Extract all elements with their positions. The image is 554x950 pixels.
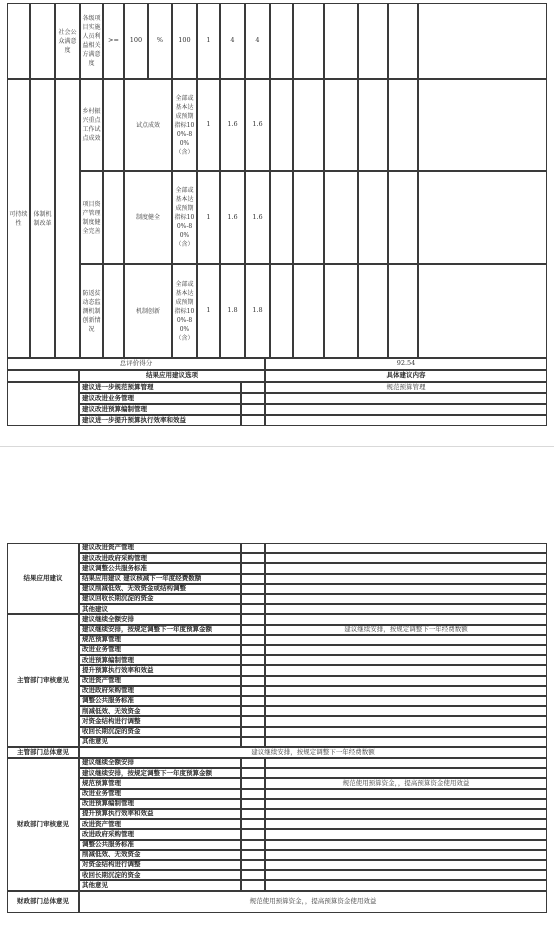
option-label: 建议继续全额安排 (79, 758, 241, 768)
score-cell: 1.6 (245, 79, 270, 171)
score-cell: 1.6 (220, 171, 245, 264)
option-label: 建议继续全额安排 (79, 614, 241, 624)
opinion-content (265, 860, 547, 870)
opinion-content (265, 850, 547, 860)
checkbox-cell (241, 727, 265, 737)
option-label: 其他建议 (79, 604, 241, 614)
indicator-cell: 社会公众满意度 (55, 3, 80, 79)
option-label: 改进政府采购管理 (79, 686, 241, 696)
opinion-content (265, 840, 547, 850)
opinion-content (265, 604, 547, 614)
weight-cell: 1 (197, 171, 220, 264)
option-label: 建议回收长期沉淀的资金 (79, 594, 241, 604)
checkbox-cell (241, 737, 265, 747)
overall-opinion: 建议继续安排，按规定调整下一年经费数额 (79, 747, 547, 758)
blank-cell (324, 79, 358, 171)
checkbox-cell (241, 574, 265, 584)
suggestion-label: 建议进一步提升预算执行效率和效益 (79, 415, 241, 426)
checkbox-cell (241, 829, 265, 839)
opinion-content (265, 768, 547, 778)
blank-cell (7, 370, 79, 382)
weight-cell: 1 (197, 3, 220, 79)
checkbox-cell (241, 563, 265, 573)
page-gap (0, 436, 554, 523)
option-label: 调整公共服务标准 (79, 840, 241, 850)
section-label: 财政部门审核意见 (7, 758, 79, 891)
option-label: 改进业务管理 (79, 645, 241, 655)
page-2 (0, 523, 554, 950)
checkbox-cell (241, 840, 265, 850)
opinion-content (265, 563, 547, 573)
score-cell: 1.6 (245, 171, 270, 264)
blank-cell (418, 171, 547, 264)
section-label: 主管部门总体意见 (7, 747, 79, 758)
sub-dimension-cell: 体制机制改革 (30, 79, 55, 358)
target-cell: 试点成效 (124, 79, 172, 171)
option-label: 其他意见 (79, 737, 241, 747)
checkbox-cell (241, 553, 265, 563)
opinion-content: 建议继续安排，按规定调整下一年经费数额 (265, 625, 547, 635)
score-cell: 1.8 (245, 264, 270, 358)
section-label: 财政部门总体意见 (7, 891, 79, 913)
suggestion-content (265, 404, 547, 415)
opinion-content (265, 809, 547, 819)
checkbox-cell (241, 393, 265, 404)
option-label: 改进预算编制管理 (79, 655, 241, 665)
weight-cell: 1 (197, 264, 220, 358)
blank-cell (7, 3, 30, 79)
blank-cell (358, 3, 388, 79)
blank-cell (324, 3, 358, 79)
blank-cell (7, 382, 79, 426)
blank-cell (270, 171, 293, 264)
blank-cell (293, 171, 324, 264)
opinion-content (265, 594, 547, 604)
blank-cell (388, 3, 418, 79)
option-label: 提升预算执行效率和效益 (79, 809, 241, 819)
opinion-content (265, 665, 547, 675)
option-label: 结果应用建议 建议核减下一年度经费数额 (79, 574, 241, 584)
checkbox-cell (241, 870, 265, 880)
operator-cell: >= (103, 3, 124, 79)
opinion-content (265, 676, 547, 686)
blank-cell (418, 3, 547, 79)
opinion-content (265, 758, 547, 768)
actual-cell: 全部或基本达成预期指标100%-80%（含） (172, 264, 197, 358)
opinion-content (265, 829, 547, 839)
option-label: 建议调整公共服务标准 (79, 563, 241, 573)
total-score-label: 总评价得分 (7, 358, 265, 370)
score-cell: 4 (245, 3, 270, 79)
item-cell: 防返贫动态监测机制创新情况 (80, 264, 103, 358)
score-cell: 1.8 (220, 264, 245, 358)
item-cell: 乡村振兴重点工作试点成效 (80, 79, 103, 171)
option-label: 削减低效、无效资金 (79, 706, 241, 716)
opinion-content (265, 737, 547, 747)
opinion-content (265, 696, 547, 706)
weight-cell: 1 (197, 79, 220, 171)
blank-cell (388, 264, 418, 358)
page-1 (0, 0, 554, 436)
blank-cell (388, 171, 418, 264)
option-label: 改进预算编制管理 (79, 799, 241, 809)
score-cell: 1.6 (220, 79, 245, 171)
checkbox-cell (241, 604, 265, 614)
option-label: 建议继续安排，按规定调整下一年度预算金额 (79, 768, 241, 778)
option-label: 收回长期沉淀的资金 (79, 870, 241, 880)
opinion-content (265, 870, 547, 880)
actual-cell: 100 (172, 3, 197, 79)
checkbox-cell (241, 850, 265, 860)
opinion-content (265, 553, 547, 563)
checkbox-cell (241, 686, 265, 696)
opinion-content: 规范使用预算资金，，提高预算资金使用效益 (265, 778, 547, 788)
score-cell: 4 (220, 3, 245, 79)
option-label: 其他意见 (79, 880, 241, 890)
checkbox-cell (241, 584, 265, 594)
blank-cell (324, 171, 358, 264)
checkbox-cell (241, 789, 265, 799)
opinion-table (0, 523, 554, 950)
overall-opinion: 规范使用预算资金，，提高预算资金使用效益 (79, 891, 547, 913)
option-label: 改进业务管理 (79, 789, 241, 799)
target-cell: 机制创新 (124, 264, 172, 358)
item-cell: 各级项目实施人员利益相关方满意度 (80, 3, 103, 79)
checkbox-cell (241, 415, 265, 426)
blank-cell (418, 264, 547, 358)
checkbox-cell (241, 655, 265, 665)
checkbox-cell (241, 645, 265, 655)
opinion-content (265, 789, 547, 799)
item-cell: 项目资产管理制度健全完善 (80, 171, 103, 264)
suggestion-label: 建议进一步规范预算管理 (79, 382, 241, 393)
section-label: 主管部门审核意见 (7, 614, 79, 747)
dimension-cell: 可持续性 (7, 79, 30, 358)
result-header: 结果应用建议选项 (79, 370, 265, 382)
blank-cell (358, 79, 388, 171)
checkbox-cell (241, 594, 265, 604)
page-separator (0, 446, 554, 447)
blank-cell (418, 79, 547, 171)
checkbox-cell (241, 676, 265, 686)
option-label: 提升预算执行效率和效益 (79, 665, 241, 675)
opinion-content (265, 614, 547, 624)
blank-cell (270, 264, 293, 358)
option-label: 收回长期沉淀的资金 (79, 727, 241, 737)
checkbox-cell (241, 404, 265, 415)
indicator-cell (55, 79, 80, 358)
actual-cell: 全部或基本达成预期指标100%-80%（含） (172, 171, 197, 264)
suggestion-content (265, 393, 547, 404)
blank-cell (270, 79, 293, 171)
evaluation-table-top (0, 0, 554, 436)
option-label: 规范预算管理 (79, 778, 241, 788)
checkbox-cell (241, 880, 265, 890)
option-label: 改进资产管理 (79, 676, 241, 686)
total-score-value: 92.54 (265, 358, 547, 370)
blank-cell (388, 79, 418, 171)
opinion-content (265, 584, 547, 594)
checkbox-cell (241, 625, 265, 635)
target-cell: 100 (124, 3, 148, 79)
suggestion-content (265, 415, 547, 426)
checkbox-cell (241, 758, 265, 768)
checkbox-cell (241, 543, 265, 553)
opinion-content (265, 799, 547, 809)
opinion-content (265, 706, 547, 716)
option-label: 建议继续安排，按规定调整下一年度预算金额 (79, 625, 241, 635)
checkbox-cell (241, 665, 265, 675)
option-label: 建议削减低效、无效资金或结构调整 (79, 584, 241, 594)
section-label: 结果应用建议 (7, 543, 79, 614)
checkbox-cell (241, 778, 265, 788)
option-label: 改进资产管理 (79, 819, 241, 829)
blank-cell (30, 3, 55, 79)
checkbox-cell (241, 860, 265, 870)
blank-cell (103, 264, 124, 358)
opinion-content (265, 645, 547, 655)
option-label: 对资金结构进行调整 (79, 860, 241, 870)
checkbox-cell (241, 696, 265, 706)
checkbox-cell (241, 706, 265, 716)
blank-cell (103, 171, 124, 264)
checkbox-cell (241, 799, 265, 809)
option-label: 调整公共服务标准 (79, 696, 241, 706)
blank-cell (270, 3, 293, 79)
option-label: 削减低效、无效资金 (79, 850, 241, 860)
opinion-content (265, 655, 547, 665)
opinion-content (265, 819, 547, 829)
checkbox-cell (241, 614, 265, 624)
blank-cell (293, 3, 324, 79)
suggestion-content: 规范预算管理 (265, 382, 547, 393)
opinion-content (265, 574, 547, 584)
suggestion-label: 建议改进业务管理 (79, 393, 241, 404)
checkbox-cell (241, 635, 265, 645)
checkbox-cell (241, 716, 265, 726)
opinion-content (265, 716, 547, 726)
checkbox-cell (241, 819, 265, 829)
opinion-content (265, 880, 547, 890)
blank-cell (293, 264, 324, 358)
opinion-content (265, 635, 547, 645)
opinion-content (265, 686, 547, 696)
option-label: 建议改进资产管理 (79, 543, 241, 553)
unit-cell: % (148, 3, 172, 79)
option-label: 建议改进政府采购管理 (79, 553, 241, 563)
checkbox-cell (241, 382, 265, 393)
blank-cell (324, 264, 358, 358)
target-cell: 制度健全 (124, 171, 172, 264)
blank-cell (358, 264, 388, 358)
suggestion-label: 建议改进预算编制管理 (79, 404, 241, 415)
blank-cell (293, 79, 324, 171)
option-label: 改进政府采购管理 (79, 829, 241, 839)
actual-cell: 全部或基本达成预期指标100%-80%（含） (172, 79, 197, 171)
blank-cell (358, 171, 388, 264)
blank-cell (103, 79, 124, 171)
option-label: 规范预算管理 (79, 635, 241, 645)
opinion-content (265, 727, 547, 737)
checkbox-cell (241, 768, 265, 778)
detail-header: 具体建议内容 (265, 370, 547, 382)
option-label: 对资金结构进行调整 (79, 716, 241, 726)
opinion-content (265, 543, 547, 553)
checkbox-cell (241, 809, 265, 819)
